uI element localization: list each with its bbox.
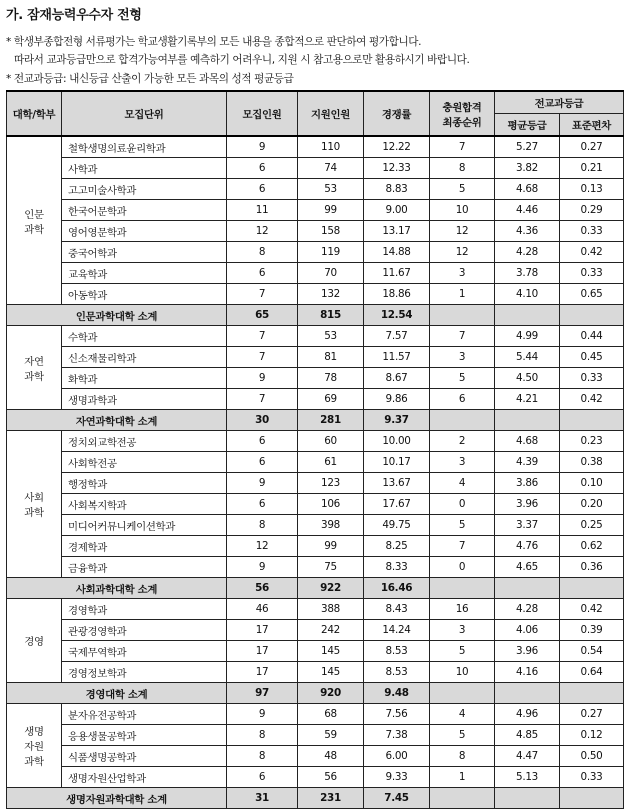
- quota-cell: 6: [227, 431, 298, 452]
- subtotal-ratio: 16.46: [364, 578, 430, 599]
- ratio-cell: 7.57: [364, 326, 430, 347]
- ratio-cell: 12.33: [364, 158, 430, 179]
- quota-cell: 17: [227, 662, 298, 683]
- unit-cell: 화학과: [62, 368, 227, 389]
- waitlist-cell: 8: [430, 158, 495, 179]
- quota-cell: 12: [227, 221, 298, 242]
- applicants-cell: 74: [298, 158, 364, 179]
- unit-cell: 철학생명의료윤리학과: [62, 136, 227, 158]
- applicants-cell: 145: [298, 662, 364, 683]
- table-row: [7, 200, 624, 221]
- subtotal-row: [7, 788, 624, 809]
- avg-grade-cell: 4.99: [495, 326, 560, 347]
- waitlist-cell: 8: [430, 746, 495, 767]
- applicants-cell: 69: [298, 389, 364, 410]
- waitlist-cell: 7: [430, 326, 495, 347]
- avg-grade-cell: 4.76: [495, 536, 560, 557]
- ratio-cell: 10.17: [364, 452, 430, 473]
- subtotal-quota: 97: [227, 683, 298, 704]
- ratio-cell: 6.00: [364, 746, 430, 767]
- applicants-cell: 99: [298, 200, 364, 221]
- applicants-cell: 158: [298, 221, 364, 242]
- subtotal-quota: 31: [227, 788, 298, 809]
- ratio-cell: 8.25: [364, 536, 430, 557]
- applicants-cell: 75: [298, 557, 364, 578]
- header-waitlist: 충원합격 최종순위: [430, 91, 495, 136]
- subtotal-empty-cell: [430, 578, 495, 599]
- ratio-cell: 14.88: [364, 242, 430, 263]
- avg-grade-cell: 3.82: [495, 158, 560, 179]
- note-line-3: * 전교과등급: 내신등급 산출이 가능한 모든 과목의 성적 평균등급: [6, 73, 294, 85]
- table-row: [7, 179, 624, 200]
- subtotal-ratio: 9.48: [364, 683, 430, 704]
- avg-grade-cell: 3.86: [495, 473, 560, 494]
- waitlist-cell: 7: [430, 536, 495, 557]
- quota-cell: 7: [227, 326, 298, 347]
- quota-cell: 7: [227, 389, 298, 410]
- quota-cell: 12: [227, 536, 298, 557]
- header-ratio: 경쟁률: [364, 91, 430, 136]
- header-unit: 모집단위: [62, 91, 227, 136]
- applicants-cell: 56: [298, 767, 364, 788]
- std-dev-cell: 0.29: [560, 200, 624, 221]
- avg-grade-cell: 4.65: [495, 557, 560, 578]
- ratio-cell: 12.22: [364, 136, 430, 158]
- unit-cell: 사회복지학과: [62, 494, 227, 515]
- subtotal-row: [7, 578, 624, 599]
- avg-grade-cell: 3.78: [495, 263, 560, 284]
- waitlist-cell: 10: [430, 200, 495, 221]
- unit-cell: 관광경영학과: [62, 620, 227, 641]
- subtotal-empty-cell: [560, 410, 624, 431]
- subtotal-empty-cell: [560, 788, 624, 809]
- avg-grade-cell: 4.68: [495, 431, 560, 452]
- unit-cell: 행정학과: [62, 473, 227, 494]
- ratio-cell: 7.38: [364, 725, 430, 746]
- subtotal-label: 생명자원과학대학 소계: [7, 788, 227, 809]
- unit-cell: 한국어문학과: [62, 200, 227, 221]
- std-dev-cell: 0.65: [560, 284, 624, 305]
- quota-cell: 8: [227, 515, 298, 536]
- std-dev-cell: 0.36: [560, 557, 624, 578]
- waitlist-cell: 12: [430, 221, 495, 242]
- unit-cell: 신소재물리학과: [62, 347, 227, 368]
- header-applicants: 지원인원: [298, 91, 364, 136]
- subtotal-empty-cell: [430, 410, 495, 431]
- waitlist-cell: 10: [430, 662, 495, 683]
- std-dev-cell: 0.64: [560, 662, 624, 683]
- subtotal-empty-cell: [495, 305, 560, 326]
- table-row: [7, 221, 624, 242]
- ratio-cell: 8.33: [364, 557, 430, 578]
- std-dev-cell: 0.27: [560, 136, 624, 158]
- ratio-cell: 49.75: [364, 515, 430, 536]
- unit-cell: 경제학과: [62, 536, 227, 557]
- unit-cell: 분자유전공학과: [62, 704, 227, 725]
- subtotal-applicants: 920: [298, 683, 364, 704]
- subtotal-ratio: 7.45: [364, 788, 430, 809]
- waitlist-cell: 4: [430, 704, 495, 725]
- applicants-cell: 132: [298, 284, 364, 305]
- std-dev-cell: 0.42: [560, 242, 624, 263]
- note-line-2: 따라서 교과등급만으로 합격가능여부를 예측하기 어려우니, 지원 시 참고용으로만 활용하시기 바랍니다.: [14, 54, 470, 66]
- waitlist-cell: 0: [430, 557, 495, 578]
- std-dev-cell: 0.54: [560, 641, 624, 662]
- subtotal-empty-cell: [430, 788, 495, 809]
- std-dev-cell: 0.33: [560, 767, 624, 788]
- avg-grade-cell: 3.37: [495, 515, 560, 536]
- std-dev-cell: 0.42: [560, 599, 624, 620]
- header-grade-group: 전교과등급: [495, 91, 624, 114]
- avg-grade-cell: 3.96: [495, 641, 560, 662]
- subtotal-empty-cell: [430, 305, 495, 326]
- std-dev-cell: 0.42: [560, 389, 624, 410]
- avg-grade-cell: 4.28: [495, 599, 560, 620]
- header-avg-grade: 평균등급: [495, 114, 560, 137]
- page-title: 가. 잠재능력우수자 전형: [6, 8, 142, 23]
- std-dev-cell: 0.23: [560, 431, 624, 452]
- quota-cell: 6: [227, 263, 298, 284]
- unit-cell: 경영정보학과: [62, 662, 227, 683]
- quota-cell: 9: [227, 136, 298, 158]
- subtotal-row: [7, 305, 624, 326]
- quota-cell: 9: [227, 704, 298, 725]
- table-row: [7, 158, 624, 179]
- subtotal-empty-cell: [495, 788, 560, 809]
- ratio-cell: 9.00: [364, 200, 430, 221]
- unit-cell: 금융학과: [62, 557, 227, 578]
- waitlist-cell: 1: [430, 767, 495, 788]
- table-row: [7, 620, 624, 641]
- waitlist-cell: 12: [430, 242, 495, 263]
- waitlist-cell: 16: [430, 599, 495, 620]
- std-dev-cell: 0.44: [560, 326, 624, 347]
- applicants-cell: 53: [298, 326, 364, 347]
- applicants-cell: 70: [298, 263, 364, 284]
- unit-cell: 생명자원산업학과: [62, 767, 227, 788]
- std-dev-cell: 0.10: [560, 473, 624, 494]
- quota-cell: 6: [227, 767, 298, 788]
- note-line-1: * 학생부종합전형 서류평가는 학교생활기록부의 모든 내용을 종합적으로 판단하여 평가합니다.: [6, 36, 422, 48]
- table-row: [7, 347, 624, 368]
- applicants-cell: 123: [298, 473, 364, 494]
- applicants-cell: 145: [298, 641, 364, 662]
- waitlist-cell: 2: [430, 431, 495, 452]
- quota-cell: 6: [227, 494, 298, 515]
- applicants-cell: 119: [298, 242, 364, 263]
- table-row: [7, 431, 624, 452]
- ratio-cell: 9.33: [364, 767, 430, 788]
- college-cell: 경영: [7, 599, 62, 683]
- unit-cell: 경영학과: [62, 599, 227, 620]
- waitlist-cell: 7: [430, 136, 495, 158]
- waitlist-cell: 3: [430, 263, 495, 284]
- table-body: [7, 136, 624, 809]
- ratio-cell: 8.67: [364, 368, 430, 389]
- applicants-cell: 68: [298, 704, 364, 725]
- ratio-cell: 13.17: [364, 221, 430, 242]
- subtotal-applicants: 281: [298, 410, 364, 431]
- quota-cell: 6: [227, 158, 298, 179]
- table-row: [7, 641, 624, 662]
- avg-grade-cell: 5.44: [495, 347, 560, 368]
- quota-cell: 8: [227, 746, 298, 767]
- waitlist-cell: 5: [430, 515, 495, 536]
- unit-cell: 수학과: [62, 326, 227, 347]
- ratio-cell: 18.86: [364, 284, 430, 305]
- waitlist-cell: 5: [430, 641, 495, 662]
- waitlist-cell: 3: [430, 452, 495, 473]
- ratio-cell: 11.67: [364, 263, 430, 284]
- ratio-cell: 14.24: [364, 620, 430, 641]
- subtotal-empty-cell: [430, 683, 495, 704]
- waitlist-cell: 5: [430, 179, 495, 200]
- avg-grade-cell: 4.36: [495, 221, 560, 242]
- std-dev-cell: 0.21: [560, 158, 624, 179]
- table-row: [7, 242, 624, 263]
- waitlist-cell: 1: [430, 284, 495, 305]
- college-cell: 생명 자원 과학: [7, 704, 62, 788]
- table-row: [7, 136, 624, 158]
- table-row: [7, 725, 624, 746]
- unit-cell: 응용생물공학과: [62, 725, 227, 746]
- table-row: [7, 452, 624, 473]
- header-quota: 모집인원: [227, 91, 298, 136]
- subtotal-applicants: 231: [298, 788, 364, 809]
- subtotal-ratio: 12.54: [364, 305, 430, 326]
- subtotal-empty-cell: [495, 683, 560, 704]
- waitlist-cell: 3: [430, 620, 495, 641]
- subtotal-ratio: 9.37: [364, 410, 430, 431]
- subtotal-empty-cell: [560, 578, 624, 599]
- admission-table: [6, 90, 624, 809]
- unit-cell: 미디어커뮤니케이션학과: [62, 515, 227, 536]
- waitlist-cell: 4: [430, 473, 495, 494]
- unit-cell: 아동학과: [62, 284, 227, 305]
- ratio-cell: 13.67: [364, 473, 430, 494]
- waitlist-cell: 0: [430, 494, 495, 515]
- unit-cell: 교육학과: [62, 263, 227, 284]
- std-dev-cell: 0.33: [560, 368, 624, 389]
- subtotal-row: [7, 683, 624, 704]
- avg-grade-cell: 4.96: [495, 704, 560, 725]
- table-row: [7, 599, 624, 620]
- subtotal-empty-cell: [495, 578, 560, 599]
- ratio-cell: 8.83: [364, 179, 430, 200]
- subtotal-applicants: 815: [298, 305, 364, 326]
- quota-cell: 6: [227, 452, 298, 473]
- waitlist-cell: 3: [430, 347, 495, 368]
- quota-cell: 17: [227, 620, 298, 641]
- std-dev-cell: 0.62: [560, 536, 624, 557]
- unit-cell: 식품생명공학과: [62, 746, 227, 767]
- std-dev-cell: 0.20: [560, 494, 624, 515]
- avg-grade-cell: 4.47: [495, 746, 560, 767]
- waitlist-cell: 6: [430, 389, 495, 410]
- quota-cell: 9: [227, 557, 298, 578]
- unit-cell: 고고미술사학과: [62, 179, 227, 200]
- applicants-cell: 61: [298, 452, 364, 473]
- subtotal-row: [7, 410, 624, 431]
- quota-cell: 11: [227, 200, 298, 221]
- applicants-cell: 59: [298, 725, 364, 746]
- table-row: [7, 704, 624, 725]
- table-row: [7, 389, 624, 410]
- table-row: [7, 263, 624, 284]
- ratio-cell: 8.53: [364, 641, 430, 662]
- subtotal-empty-cell: [495, 410, 560, 431]
- waitlist-cell: 5: [430, 725, 495, 746]
- applicants-cell: 398: [298, 515, 364, 536]
- subtotal-applicants: 922: [298, 578, 364, 599]
- quota-cell: 7: [227, 284, 298, 305]
- std-dev-cell: 0.38: [560, 452, 624, 473]
- unit-cell: 사회학전공: [62, 452, 227, 473]
- applicants-cell: 60: [298, 431, 364, 452]
- quota-cell: 9: [227, 368, 298, 389]
- applicants-cell: 81: [298, 347, 364, 368]
- college-cell: 자연 과학: [7, 326, 62, 410]
- avg-grade-cell: 4.68: [495, 179, 560, 200]
- table-row: [7, 326, 624, 347]
- table-row: [7, 767, 624, 788]
- quota-cell: 8: [227, 242, 298, 263]
- applicants-cell: 106: [298, 494, 364, 515]
- applicants-cell: 242: [298, 620, 364, 641]
- waitlist-cell: 5: [430, 368, 495, 389]
- avg-grade-cell: 4.21: [495, 389, 560, 410]
- subtotal-label: 자연과학대학 소계: [7, 410, 227, 431]
- std-dev-cell: 0.50: [560, 746, 624, 767]
- applicants-cell: 110: [298, 136, 364, 158]
- header-std-dev: 표준편차: [560, 114, 624, 137]
- unit-cell: 정치외교학전공: [62, 431, 227, 452]
- std-dev-cell: 0.25: [560, 515, 624, 536]
- subtotal-quota: 65: [227, 305, 298, 326]
- quota-cell: 6: [227, 179, 298, 200]
- subtotal-label: 인문과학대학 소계: [7, 305, 227, 326]
- quota-cell: 7: [227, 347, 298, 368]
- table-row: [7, 284, 624, 305]
- avg-grade-cell: 4.50: [495, 368, 560, 389]
- avg-grade-cell: 4.10: [495, 284, 560, 305]
- unit-cell: 영어영문학과: [62, 221, 227, 242]
- subtotal-quota: 56: [227, 578, 298, 599]
- table-row: [7, 515, 624, 536]
- subtotal-empty-cell: [560, 683, 624, 704]
- ratio-cell: 7.56: [364, 704, 430, 725]
- table-row: [7, 494, 624, 515]
- header-college: 대학/학부: [7, 91, 62, 136]
- applicants-cell: 53: [298, 179, 364, 200]
- avg-grade-cell: 5.27: [495, 136, 560, 158]
- avg-grade-cell: 3.96: [495, 494, 560, 515]
- unit-cell: 사학과: [62, 158, 227, 179]
- table-row: [7, 473, 624, 494]
- applicants-cell: 388: [298, 599, 364, 620]
- avg-grade-cell: 4.28: [495, 242, 560, 263]
- ratio-cell: 17.67: [364, 494, 430, 515]
- college-cell: 인문 과학: [7, 136, 62, 305]
- ratio-cell: 9.86: [364, 389, 430, 410]
- subtotal-quota: 30: [227, 410, 298, 431]
- table-row: [7, 662, 624, 683]
- quota-cell: 9: [227, 473, 298, 494]
- unit-cell: 생명과학과: [62, 389, 227, 410]
- avg-grade-cell: 4.16: [495, 662, 560, 683]
- avg-grade-cell: 4.06: [495, 620, 560, 641]
- avg-grade-cell: 4.85: [495, 725, 560, 746]
- subtotal-label: 경영대학 소계: [7, 683, 227, 704]
- subtotal-empty-cell: [560, 305, 624, 326]
- subtotal-label: 사회과학대학 소계: [7, 578, 227, 599]
- college-cell: 사회 과학: [7, 431, 62, 578]
- ratio-cell: 8.53: [364, 662, 430, 683]
- std-dev-cell: 0.33: [560, 263, 624, 284]
- table-row: [7, 746, 624, 767]
- unit-cell: 국제무역학과: [62, 641, 227, 662]
- quota-cell: 46: [227, 599, 298, 620]
- std-dev-cell: 0.12: [560, 725, 624, 746]
- applicants-cell: 99: [298, 536, 364, 557]
- quota-cell: 8: [227, 725, 298, 746]
- ratio-cell: 10.00: [364, 431, 430, 452]
- avg-grade-cell: 5.13: [495, 767, 560, 788]
- table-row: [7, 557, 624, 578]
- table-row: [7, 368, 624, 389]
- table-row: [7, 536, 624, 557]
- avg-grade-cell: 4.39: [495, 452, 560, 473]
- applicants-cell: 48: [298, 746, 364, 767]
- std-dev-cell: 0.27: [560, 704, 624, 725]
- std-dev-cell: 0.39: [560, 620, 624, 641]
- std-dev-cell: 0.33: [560, 221, 624, 242]
- applicants-cell: 78: [298, 368, 364, 389]
- std-dev-cell: 0.45: [560, 347, 624, 368]
- avg-grade-cell: 4.46: [495, 200, 560, 221]
- ratio-cell: 11.57: [364, 347, 430, 368]
- ratio-cell: 8.43: [364, 599, 430, 620]
- unit-cell: 중국어학과: [62, 242, 227, 263]
- quota-cell: 17: [227, 641, 298, 662]
- std-dev-cell: 0.13: [560, 179, 624, 200]
